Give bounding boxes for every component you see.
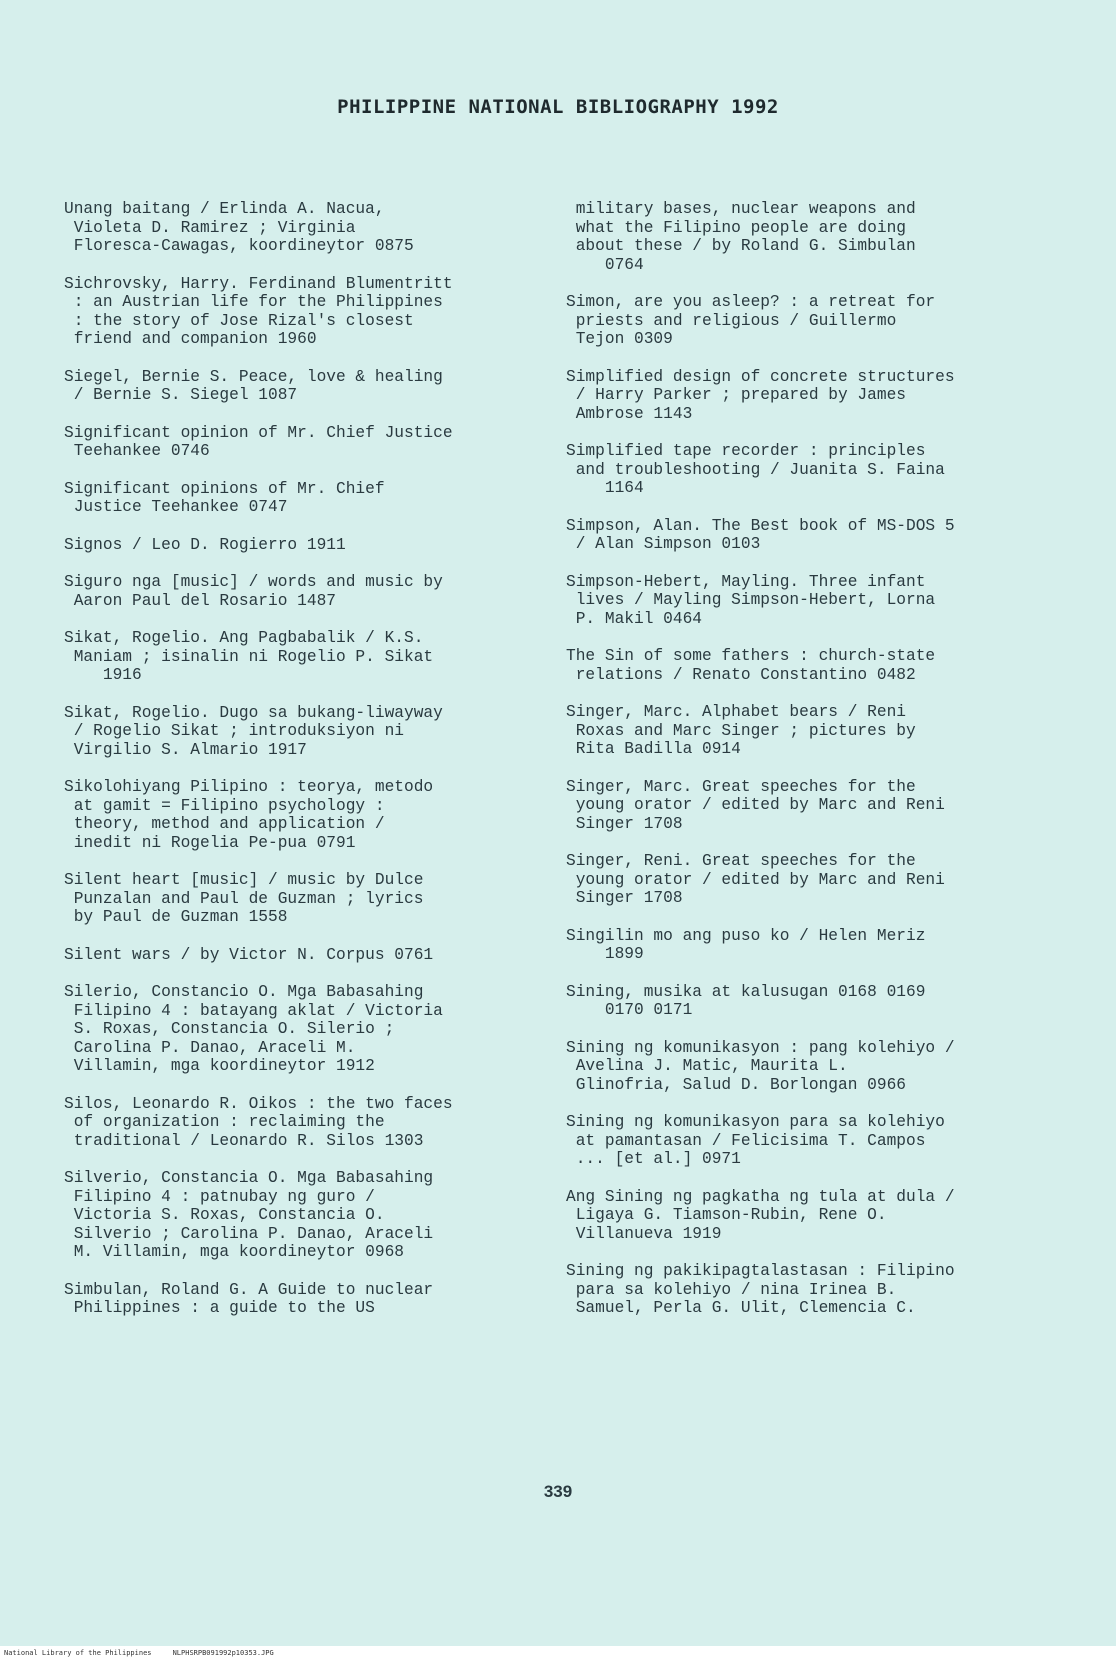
bibliography-entry: Siguro nga [music] / words and music by Aaron Paul del Rosario 1487 xyxy=(64,573,443,610)
bibliography-entry: Signos / Leo D. Rogierro 1911 xyxy=(64,535,346,554)
bibliography-entry: Silent heart [music] / music by Dulce Punzalan and Paul de Guzman ; lyrics by Paul de Guzman 1558 xyxy=(64,871,424,926)
bibliography-entry: Unang baitang / Erlinda A. Nacua, Violeta D. Ramirez ; Virginia Floresca-Cawagas, koordineytor 0875 xyxy=(64,200,414,255)
bibliography-entry: Significant opinion of Mr. Chief Justice Teehankee 0746 xyxy=(64,423,453,460)
bibliography-entry: Sikat, Rogelio. Ang Pagbabalik / K.S. Maniam ; isinalin ni Rogelio P. Sikat 1916 xyxy=(64,629,434,684)
bibliography-entry: Simpson-Hebert, Mayling. Three infant lives / Mayling Simpson-Hebert, Lorna P. Makil 0464 xyxy=(566,572,936,628)
footer-file-id: NLPHSRPB091992p10353.JPG xyxy=(172,1649,274,1657)
bibliography-entry: Simplified design of concrete structures / Harry Parker ; prepared by James Ambrose 1143 xyxy=(566,367,955,423)
scan-footer xyxy=(4,1649,274,1657)
bibliography-entry: Singilin mo ang puso ko / Helen Meriz 1899 xyxy=(566,926,926,963)
bibliography-entry: Siegel, Bernie S. Peace, love & healing / Bernie S. Siegel 1087 xyxy=(64,367,443,404)
page-title: PHILIPPINE NATIONAL BIBLIOGRAPHY 1992 xyxy=(337,96,779,118)
bibliography-entry: Silverio, Constancia O. Mga Babasahing Filipino 4 : patnubay ng guro / Victoria S. Roxas, Constancia O. Silverio ; Carolina P. Danao, Araceli M. Villamin, mga koordineytor 0968 xyxy=(64,1169,434,1261)
bibliography-entry: The Sin of some fathers : church-state relations / Renato Constantino 0482 xyxy=(566,647,936,684)
bibliography-entry-continued: military bases, nuclear weapons and what the Filipino people are doing about these / by Roland G. Simbulan 0764 xyxy=(575,200,916,274)
right-column xyxy=(566,200,1036,1337)
bibliography-entry: Ang Sining ng pagkatha ng tula at dula / Ligaya G. Tiamson-Rubin, Rene O. Villanueva 1919 xyxy=(566,1187,955,1243)
bibliography-entry: Sikat, Rogelio. Dugo sa bukang-liwayway / Rogelio Sikat ; introduksiyon ni Virgilio S. Almario 1917 xyxy=(64,703,443,759)
left-column xyxy=(64,200,534,1337)
page-number: 339 xyxy=(543,1482,573,1501)
bibliography-entry: Sining ng pakikipagtalastasan : Filipino para sa kolehiyo / nina Irinea B. Samuel, Perla G. Ulit, Clemencia C. xyxy=(566,1262,955,1317)
bibliography-entry: Silos, Leonardo R. Oikos : the two faces of organization : reclaiming the traditional / Leonardo R. Silos 1303 xyxy=(64,1094,453,1150)
bibliography-entry: Simpson, Alan. The Best book of MS-DOS 5 / Alan Simpson 0103 xyxy=(566,516,955,553)
bibliography-entry: Simon, are you asleep? : a retreat for priests and religious / Guillermo Tejon 0309 xyxy=(566,293,936,348)
bibliography-entry: Simbulan, Roland G. A Guide to nuclear Philippines : a guide to the US xyxy=(64,1280,434,1317)
bibliography-entry: Sining ng komunikasyon : pang kolehiyo / Avelina J. Matic, Maurita L. Glinofria, Salud D. Borlongan 0966 xyxy=(566,1038,955,1094)
footer-institution: National Library of the Philippines xyxy=(4,1649,152,1657)
bibliography-entry: Singer, Marc. Alphabet bears / Reni Roxas and Marc Singer ; pictures by Rita Badilla 0914 xyxy=(566,703,916,758)
bibliography-entry: Sining, musika at kalusugan 0168 0169 0170 0171 xyxy=(566,982,926,1019)
bibliography-entry: Simplified tape recorder : principles and troubleshooting / Juanita S. Faina 1164 xyxy=(566,442,945,497)
bibliography-entry: Sikolohiyang Pilipino : teorya, metodo at gamit = Filipino psychology : theory, method and application / inedit ni Rogelia Pe-pua 0791 xyxy=(64,778,434,852)
bibliography-entry: Sining ng komunikasyon para sa kolehiyo at pamantasan / Felicisima T. Campos ... [et al.] 0971 xyxy=(566,1113,945,1168)
bibliography-entry: Sichrovsky, Harry. Ferdinand Blumentritt : an Austrian life for the Philippines : the story of Jose Rizal's closest friend and companion 1960 xyxy=(64,274,453,348)
bibliography-entry: Singer, Reni. Great speeches for the young orator / edited by Marc and Reni Singer 1708 xyxy=(566,852,945,907)
bibliography-entry: Singer, Marc. Great speeches for the young orator / edited by Marc and Reni Singer 1708 xyxy=(566,777,945,833)
bibliography-entry: Silent wars / by Victor N. Corpus 0761 xyxy=(64,945,434,964)
bibliography-entry: Significant opinions of Mr. Chief Justice Teehankee 0747 xyxy=(64,479,385,516)
bibliography-entry: Silerio, Constancio O. Mga Babasahing Filipino 4 : batayang aklat / Victoria S. Roxas, Constancia O. Silerio ; Carolina P. Danao, Araceli M. Villamin, mga koordineytor 1912 xyxy=(64,983,443,1075)
